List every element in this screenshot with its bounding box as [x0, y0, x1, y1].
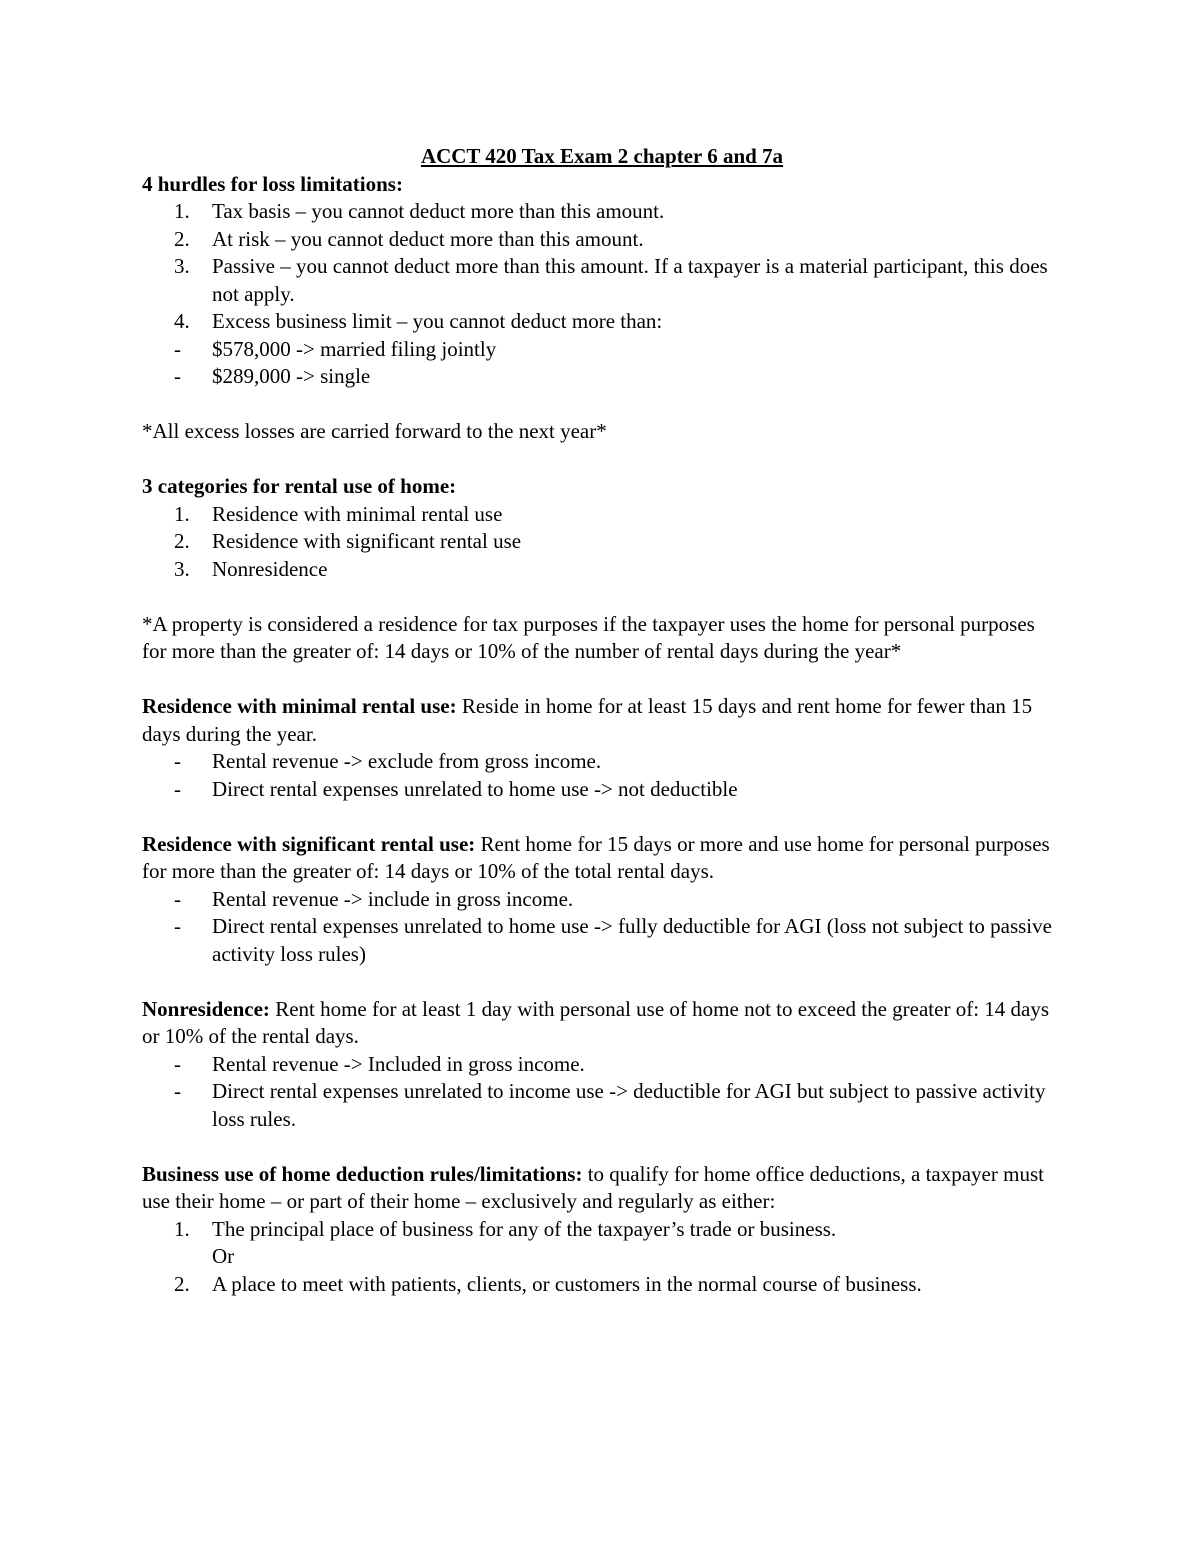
- list-item: [142, 886, 1062, 914]
- list-item-text: Residence with significant rental use: [212, 529, 522, 553]
- list-item: [142, 528, 1062, 556]
- list-item: [142, 1078, 1062, 1133]
- list-marker: -: [174, 914, 181, 938]
- list-item-text: Rental revenue -> Included in gross income.: [212, 1051, 585, 1076]
- spacer: [142, 583, 1062, 611]
- list-item-text: Tax basis – you cannot deduct more than this amount.: [212, 199, 665, 223]
- document-title: ACCT 420 Tax Exam 2 chapter 6 and 7a: [420, 144, 784, 168]
- list-marker: -: [174, 749, 181, 773]
- business-use-paragraph: [142, 1161, 1062, 1216]
- minimal-rental-label: Residence with minimal rental use:: [142, 694, 457, 718]
- list-marker: 2.: [174, 529, 190, 553]
- list-item: [142, 1216, 1062, 1244]
- list-marker: -: [174, 364, 181, 388]
- list-item-text: The principal place of business for any of the taxpayer’s trade or business.: [212, 1216, 837, 1241]
- list-marker: -: [174, 886, 181, 911]
- nonresidence-label: Nonresidence:: [142, 996, 270, 1021]
- list-item: [142, 363, 1062, 391]
- nonresidence-paragraph: [142, 996, 1062, 1051]
- or-connector: Or: [212, 1244, 235, 1268]
- list-item-text: A place to meet with patients, clients, or customers in the normal course of business.: [212, 1271, 922, 1296]
- list-item: [142, 1051, 1062, 1079]
- list-marker: -: [174, 1079, 181, 1103]
- list-marker: -: [174, 776, 181, 801]
- significant-rental-label: Residence with significant rental use:: [142, 831, 476, 856]
- categories-heading: 3 categories for rental use of home:: [142, 474, 457, 498]
- spacer: [142, 446, 1062, 474]
- list-marker: 2.: [174, 226, 190, 251]
- list-item-text: $289,000 -> single: [212, 364, 371, 388]
- list-item: [142, 226, 1062, 254]
- list-marker: 3.: [174, 254, 190, 278]
- list-item-text: Direct rental expenses unrelated to home use -> fully deductible for AGI (loss not subject to passive activity loss rules): [212, 914, 1052, 966]
- list-marker: 4.: [174, 309, 190, 333]
- list-item: [142, 913, 1062, 968]
- list-item: [142, 1271, 1062, 1299]
- list-item-text: At risk – you cannot deduct more than this amount.: [212, 226, 644, 251]
- list-marker: 1.: [174, 199, 190, 223]
- business-use-text: to qualify for home office deductions, a taxpayer must use their home – or part of their home – exclusively and regularly as either:: [142, 1161, 1044, 1213]
- list-item-text: Direct rental expenses unrelated to income use -> deductible for AGI but subject to passive activity loss rules.: [212, 1079, 1046, 1131]
- business-use-label: Business use of home deduction rules/limitations:: [142, 1161, 583, 1186]
- list-item: [142, 336, 1062, 364]
- carry-forward-note: *All excess losses are carried forward to the next year*: [142, 419, 607, 443]
- minimal-rental-text: Reside in home for at least 15 days and rent home for fewer than 15 days during the year.: [142, 694, 1033, 746]
- list-item: [142, 308, 1062, 336]
- list-marker: -: [174, 1051, 181, 1076]
- hurdles-heading: 4 hurdles for loss limitations:: [142, 171, 403, 196]
- list-item-text: Nonresidence: [212, 556, 328, 581]
- list-item-text: Rental revenue -> include in gross income.: [212, 886, 574, 911]
- list-item: [142, 556, 1062, 584]
- list-item-text: Residence with minimal rental use: [212, 501, 503, 526]
- spacer: [142, 1133, 1062, 1161]
- spacer: [142, 666, 1062, 694]
- document-page: [142, 143, 1062, 1298]
- minimal-rental-paragraph: [142, 693, 1062, 748]
- significant-rental-paragraph: [142, 831, 1062, 886]
- residence-definition-note: *A property is considered a residence for tax purposes if the taxpayer uses the home for personal purposes for more than the greater of: 14 days or 10% of the number of rental days during the year*: [142, 611, 1035, 663]
- list-marker: 1.: [174, 1216, 190, 1241]
- spacer: [142, 391, 1062, 419]
- list-item: [142, 253, 1062, 308]
- list-item: [142, 501, 1062, 529]
- nonresidence-text: Rent home for at least 1 day with personal use of home not to exceed the greater of: 14 days or 10% of the rental days.: [142, 996, 1050, 1048]
- spacer: [142, 803, 1062, 831]
- list-item: [142, 198, 1062, 226]
- list-marker: -: [174, 336, 181, 361]
- list-item-text: $578,000 -> married filing jointly: [212, 336, 497, 361]
- spacer: [142, 968, 1062, 996]
- list-item-text: Rental revenue -> exclude from gross income.: [212, 749, 602, 773]
- list-item: [142, 776, 1062, 804]
- significant-rental-text: Rent home for 15 days or more and use home for personal purposes for more than the greater of: 14 days or 10% of the total rental days.: [142, 831, 1050, 883]
- list-marker: 3.: [174, 556, 190, 581]
- list-marker: 2.: [174, 1271, 190, 1296]
- list-item-text: Passive – you cannot deduct more than this amount. If a taxpayer is a material participant, this does not apply.: [212, 254, 1048, 306]
- list-item-text: Direct rental expenses unrelated to home use -> not deductible: [212, 776, 738, 801]
- list-item: [142, 748, 1062, 776]
- list-item-text: Excess business limit – you cannot deduct more than:: [212, 309, 663, 333]
- list-marker: 1.: [174, 501, 190, 526]
